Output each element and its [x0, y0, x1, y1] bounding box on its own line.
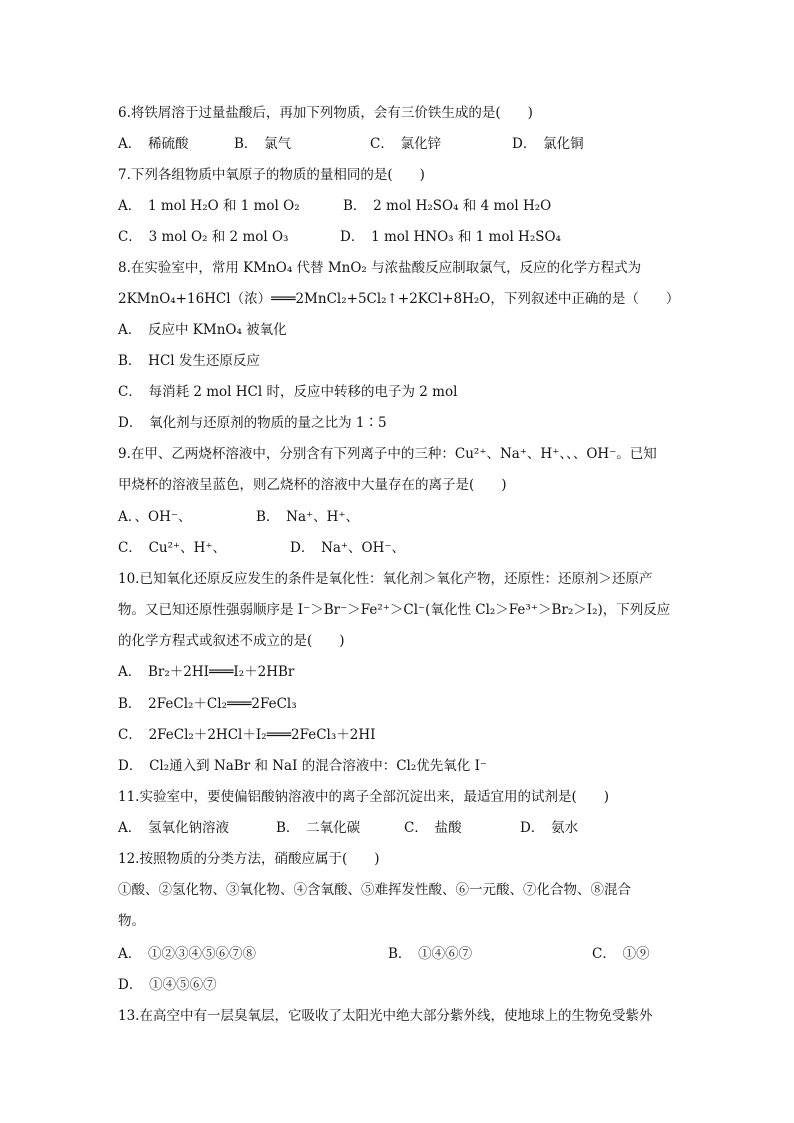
q11-option-c: C． 盐酸	[404, 820, 462, 836]
q6-option-b: B． 氯气	[234, 136, 292, 152]
q10-stem-line3: 的化学方程式或叙述不成立的是( )	[118, 633, 345, 649]
q8-option-b: B． HCl 发生还原反应	[118, 353, 260, 369]
q9-option-d: D． Na⁺、OH⁻、	[290, 540, 406, 556]
q12-option-c: C． ①⑨	[592, 946, 650, 962]
q9-stem-line1: 9.在甲、乙两烧杯溶液中，分别含有下列离子中的三种：Cu²⁺、Na⁺、H⁺、、、OH⁻。已知	[118, 446, 657, 462]
q10-stem-line1: 10.已知氧化还原反应发生的条件是氧化性：氧化剂＞氧化产物，还原性：还原剂＞还原产	[118, 571, 653, 587]
q6-stem: 6.将铁屑溶于过量盐酸后，再加下列物质，会有三价铁生成的是( )	[118, 105, 533, 121]
q6-option-d: D． 氯化铜	[512, 136, 584, 152]
q7-option-b: B． 2 mol H₂SO₄ 和 4 mol H₂O	[343, 198, 552, 214]
q8-stem-line1: 8.在实验室中，常用 KMnO₄ 代替 MnO₂ 与浓盐酸反应制取氯气，反应的化学方程式为	[118, 260, 642, 276]
q10-option-a: A． Br₂＋2HI═══I₂＋2HBr	[118, 664, 295, 680]
q11-option-d: D． 氨水	[520, 820, 579, 836]
q12-option-b: B． ①④⑥⑦	[388, 946, 473, 962]
q11-option-a: A． 氢氧化钠溶液	[118, 820, 229, 836]
q7-option-d: D． 1 mol HNO₃ 和 1 mol H₂SO₄	[340, 229, 561, 245]
q12-stem: 12.按照物质的分类方法，硝酸应属于( )	[118, 851, 380, 867]
q6-option-c: C． 氯化锌	[370, 136, 442, 152]
q7-option-c: C． 3 mol O₂ 和 2 mol O₃	[118, 229, 289, 245]
q12-option-a: A． ①②③④⑤⑥⑦⑧	[118, 946, 256, 962]
q7-stem: 7.下列各组物质中氧原子的物质的量相同的是( )	[118, 167, 425, 183]
q8-stem-line2: 2KMnO₄+16HCl（浓）═══2MnCl₂+5Cl₂↑+2KCl+8H₂O，下列叙述中正确的是（ ）	[118, 291, 680, 307]
q10-option-c: C． 2FeCl₂＋2HCl＋I₂═══2FeCl₃＋2HI	[118, 727, 376, 743]
q8-option-a: A． 反应中 KMnO₄ 被氧化	[118, 322, 287, 338]
q12-option-d: D． ①④⑤⑥⑦	[118, 977, 217, 993]
q12-list-line1: ①酸、②氢化物、③氧化物、④含氧酸、⑤难挥发性酸、⑥一元酸、⑦化合物、⑧混合	[118, 882, 631, 898]
q8-option-c: C． 每消耗 2 mol HCl 时，反应中转移的电子为 2 mol	[118, 384, 458, 400]
q13-stem: 13.在高空中有一层臭氧层，它吸收了太阳光中绝大部分紫外线，使地球上的生物免受紫外	[118, 1008, 653, 1024]
q9-option-b: B． Na⁺、H⁺、	[256, 509, 360, 525]
q8-option-d: D． 氧化剂与还原剂的物质的量之比为 1∶5	[118, 415, 387, 431]
q9-option-c: C． Cu²⁺、H⁺、	[118, 540, 227, 556]
q10-option-b: B． 2FeCl₂＋Cl₂═══2FeCl₃	[118, 696, 297, 712]
q6-option-a: A． 稀硫酸	[118, 136, 189, 152]
q7-option-a: A． 1 mol H₂O 和 1 mol O₂	[118, 198, 300, 214]
q9-stem-line2: 甲烧杯的溶液呈蓝色，则乙烧杯的溶液中大量存在的离子是( )	[118, 477, 507, 493]
q12-list-line2: 物。	[118, 913, 145, 929]
q11-stem: 11.实验室中，要使偏铝酸钠溶液中的离子全部沉淀出来，最适宜用的试剂是( )	[118, 789, 610, 805]
q10-option-d: D． Cl₂通入到 NaBr 和 NaI 的混合溶液中：Cl₂优先氧化 I⁻	[118, 758, 488, 774]
q11-option-b: B． 二氧化碳	[276, 820, 361, 836]
q10-stem-line2: 物。又已知还原性强弱顺序是 I⁻＞Br⁻＞Fe²⁺＞Cl⁻(氧化性 Cl₂＞Fe³⁺＞Br₂＞I₂)，下列反应	[118, 602, 671, 618]
q9-option-a: A．、OH⁻、	[118, 509, 192, 525]
